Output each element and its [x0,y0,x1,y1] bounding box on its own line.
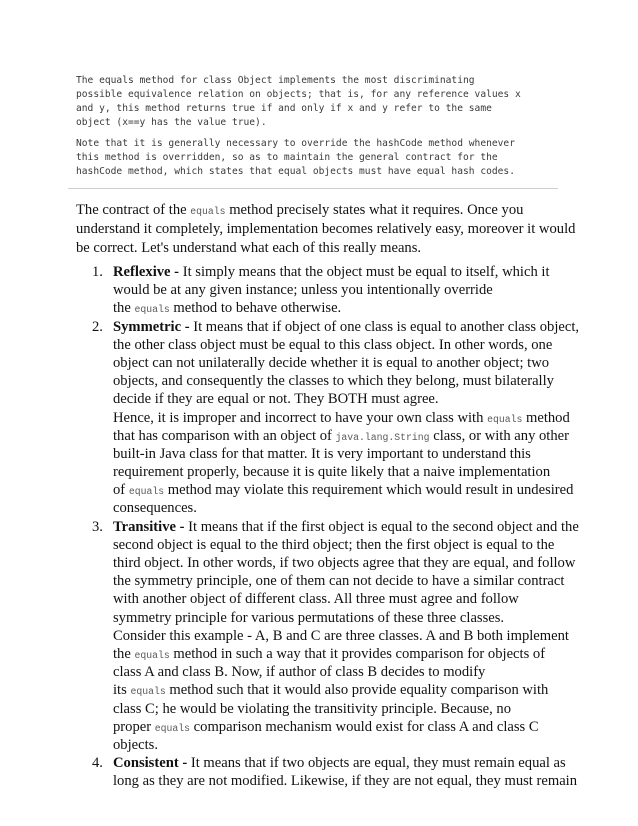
list-item-consistent [76,754,576,790]
list-number: 1. [92,264,103,280]
text: second object is equal to the third object; then the first object is equal to the [113,536,555,553]
inline-code: equals [130,686,166,698]
text: the [113,645,135,662]
javadoc-line: possible equivalence relation on objects; that is, for any reference values x [76,89,521,100]
text: Consider this example - A, B and C are three classes. A and B both implement [113,627,569,644]
text: objects, and consequently the classes to which they belong, must bilaterally [113,373,554,390]
text: long as they are not modified. Likewise, if they are not equal, they must remain [113,773,578,790]
text: method [522,409,570,426]
text: symmetry principle for various permutations of these three classes. [113,609,505,626]
text: class, or with any other [429,427,569,444]
javadoc-line: this method is overridden, so as to maintain the general contract for the [76,152,498,163]
text: consequences. [113,500,197,517]
inline-code: equals [128,486,165,498]
list-item-reflexive [76,263,576,318]
intro-line: understand it completely, implementation becomes relatively easy, moreover it would [76,221,576,237]
intro-line [76,201,576,220]
text: method in such a way that it provides comparison for objects of [169,645,546,662]
inline-code: java.lang.String [335,431,430,443]
javadoc-line: hashCode method, which states that equal objects must have equal hash codes. [76,166,515,177]
javadoc-line: object (x==y has the value true). [76,117,267,128]
text: method to behave otherwise. [169,300,342,317]
inline-code: equals [134,649,170,661]
text: the symmetry principle, one of them can not decide to have a similar contract [113,573,565,590]
text: objects. [113,736,158,753]
text: requirement properly, because it is quite likely that a naive implementation [113,464,551,481]
text: method such that it would also provide equality comparison with [165,682,549,699]
inline-code: equals [154,722,191,734]
list-number: 4. [92,755,103,772]
item-title: Transitive - [113,518,189,535]
javadoc-paragraph-1 [76,74,576,130]
text: of [113,482,129,499]
text: built-in Java class for that matter. It is very important to understand this [113,445,531,462]
contract-list [76,263,580,790]
text: third object. In other words, if two objects agree that they are equal, and follow [113,555,576,571]
inline-code: equals [134,304,170,316]
text: It means that if two objects are equal, they must remain equal as [190,755,566,772]
text: The contract of the [76,202,191,218]
javadoc-paragraph-2 [76,137,576,179]
inline-code: equals [487,413,523,425]
list-number: 3. [92,518,103,535]
text: It means that if the first object is equal to the second object and the [188,518,579,535]
divider [68,188,558,189]
item-title: Symmetric - [113,318,194,335]
intro-paragraph [76,201,576,258]
javadoc-line: and y, this method returns true if and only if x and y refer to the same [76,103,492,114]
text: the [113,300,135,317]
text: object can not unilaterally decide whether it is equal to another object; two [113,354,550,371]
text: It simply means that the object must be equal to itself, which it [182,264,550,280]
text: It means that if object of one class is equal to another class object, [193,318,580,335]
list-item-transitive [76,518,579,754]
inline-code: equals [190,206,226,217]
list-number: 2. [92,318,103,335]
text: method may violate this requirement which would result in undesired [164,482,574,499]
item-title: Reflexive - [113,264,183,280]
text: that has comparison with an object of [113,427,336,444]
text: the other class object must be equal to this class object. In other words, one [113,336,553,353]
text: proper [113,718,155,735]
javadoc-line: The equals method for class Object implements the most discriminating [76,75,475,86]
text: class A and class B. Now, if author of class B decides to modify [113,664,486,681]
text: class C; he would be violating the transitivity principle. Because, no [113,700,512,717]
intro-line: be correct. Let's understand what each of this really means. [76,240,422,256]
item-title: Consistent - [113,755,191,772]
text: would be at any given instance; unless you intentionally override [113,282,493,299]
text: method precisely states what it requires. Once you [225,202,524,218]
text: with another object of different class. All three must agree and follow [113,591,519,608]
text: its [113,682,131,699]
list-item-symmetric [76,318,580,518]
text: comparison mechanism would exist for class A and class C [190,718,539,735]
javadoc-line: Note that it is generally necessary to override the hashCode method whenever [76,138,515,149]
text: decide if they are equal or not. They BOTH must agree. [113,391,439,408]
text: Hence, it is improper and incorrect to have your own class with [113,409,488,426]
